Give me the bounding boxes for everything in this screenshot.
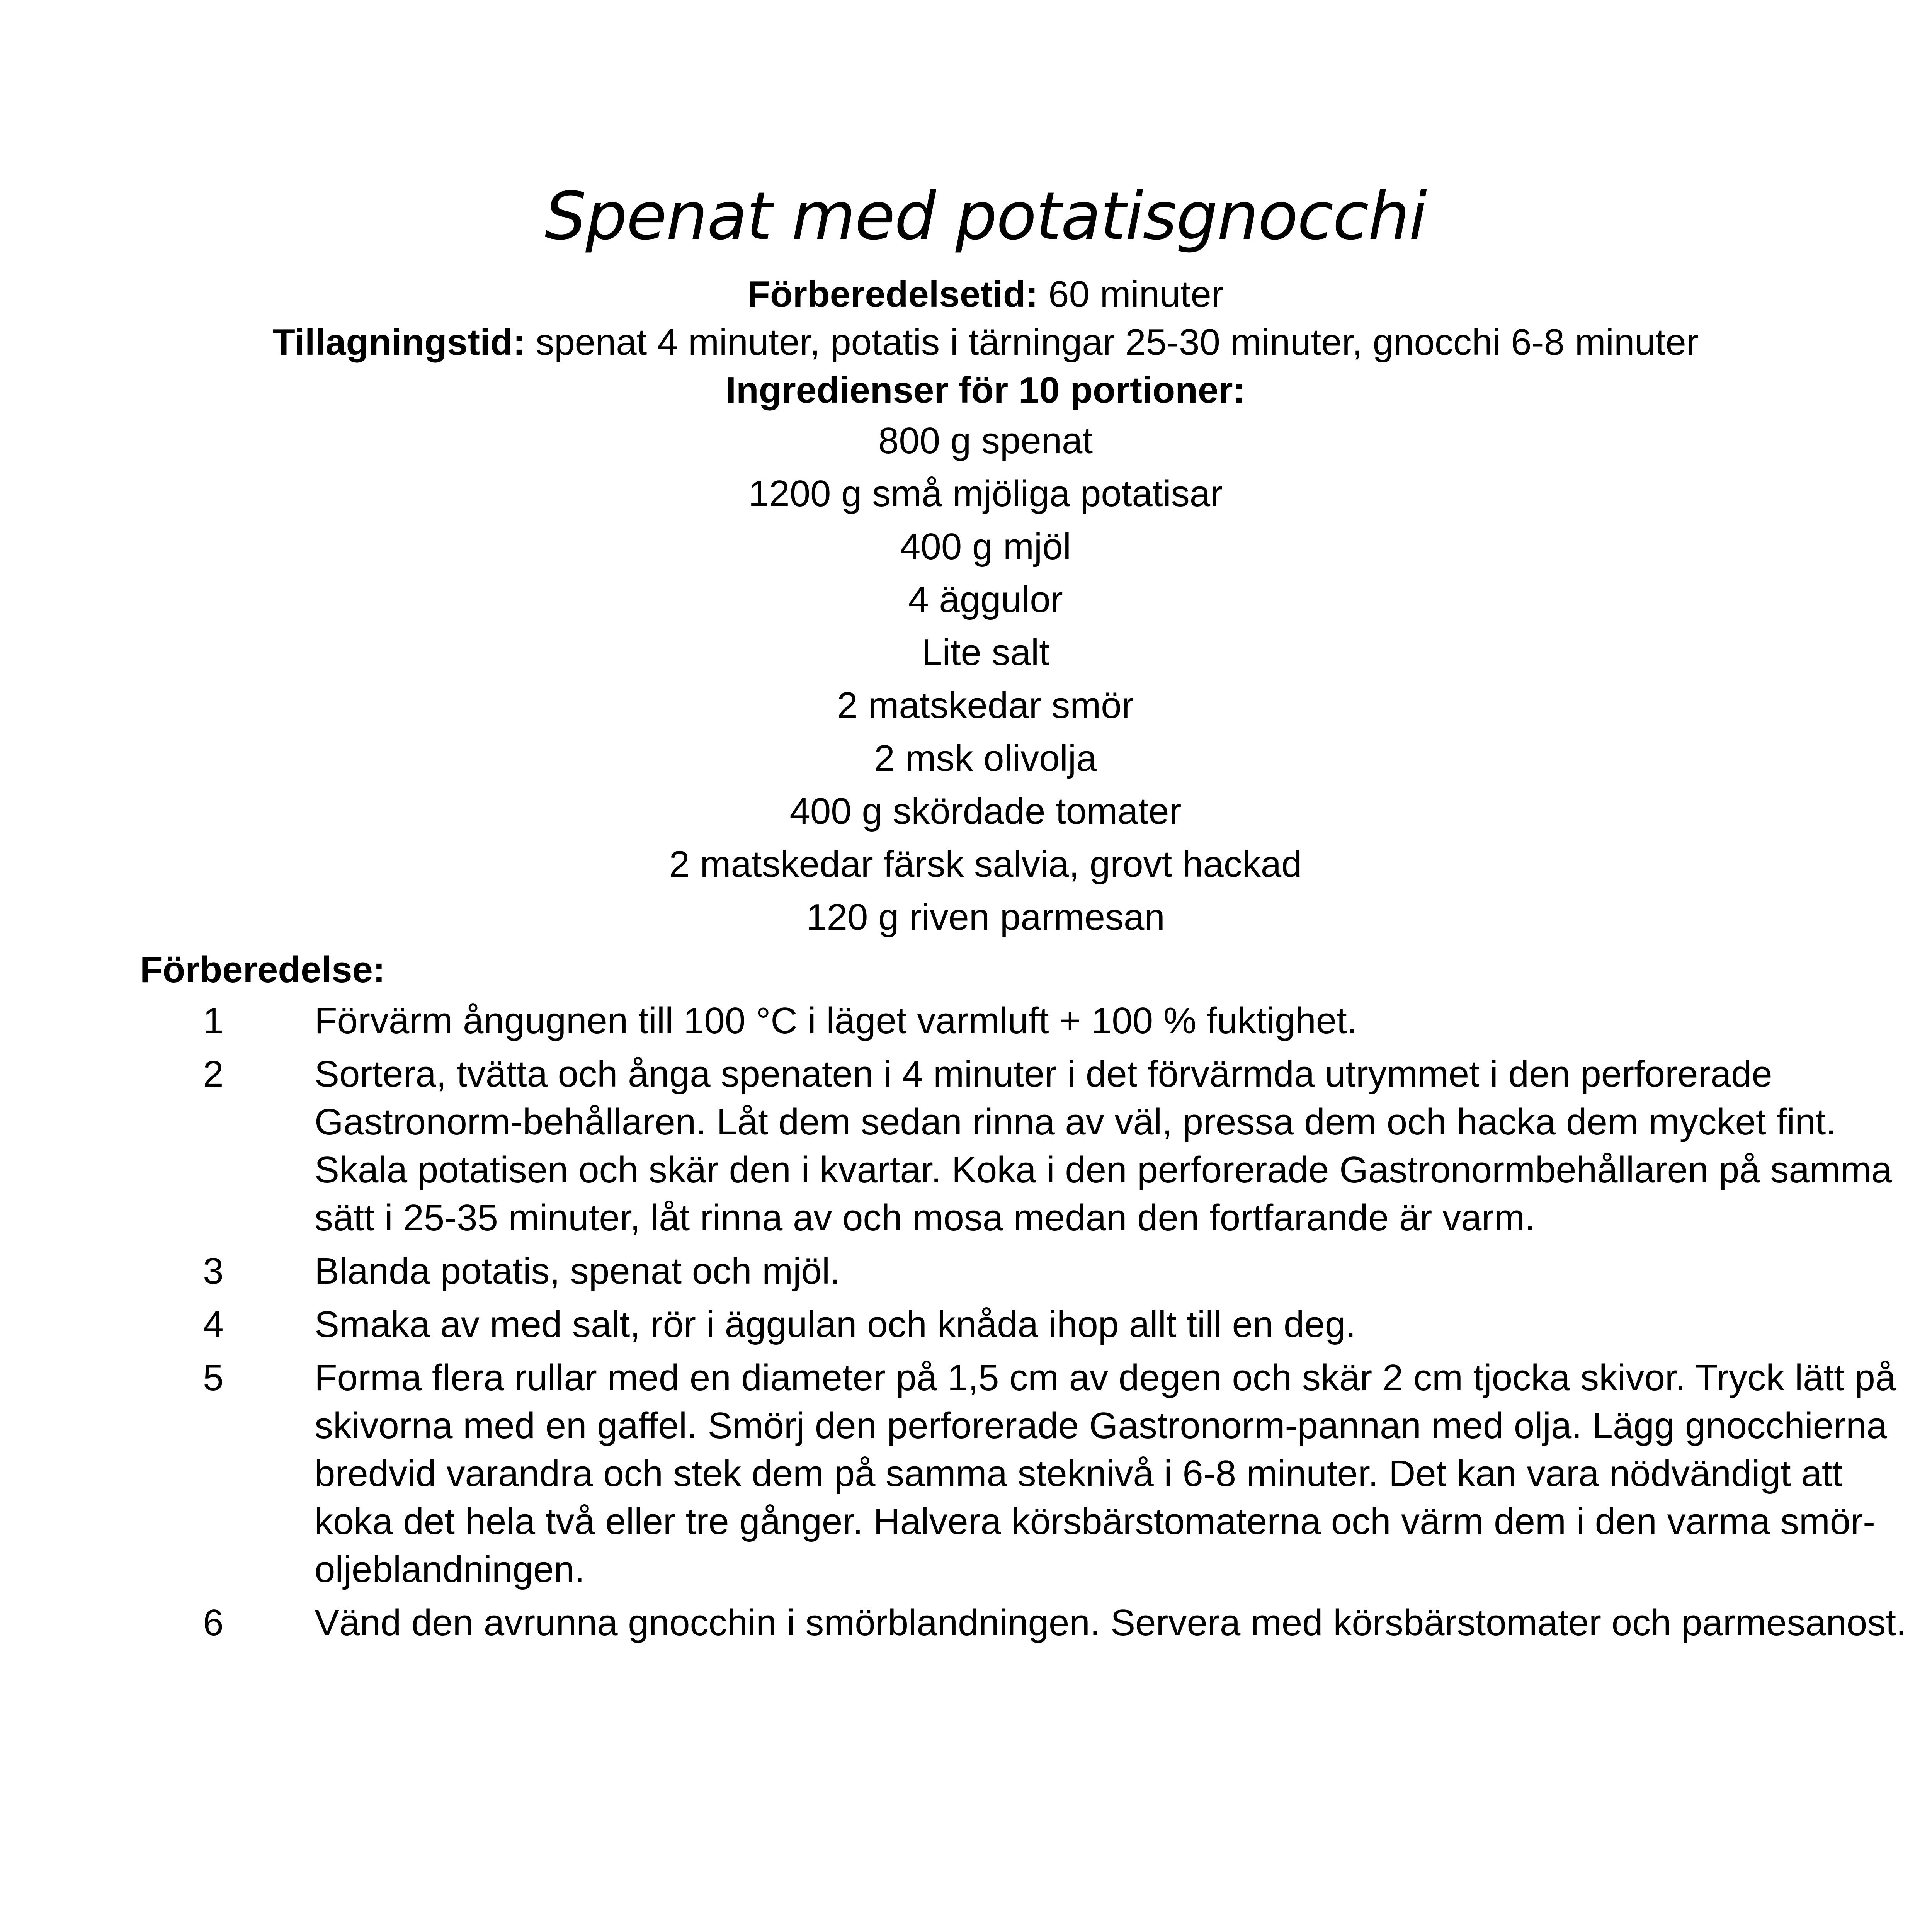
preparation-steps — [140, 997, 1906, 1647]
step-item — [140, 1599, 1906, 1647]
step-number: 6 — [203, 1602, 224, 1643]
ingredient-item: 400 g mjöl — [900, 526, 1071, 567]
step-text: Vänd den avrunna gnocchin i smörblandningen. Servera med körsbärstomater och parmesanost. — [315, 1602, 1906, 1643]
step-text: Sortera, tvätta och ånga spenaten i 4 minuter i det förvärmda utrymmet i den perforerade Gastronorm-behållaren. Låt dem sedan rinna av väl, pressa dem och hacka dem mycket fint. Skala potatisen och skär den i kvartar. Koka i den perforerade Gastronormbehållaren på samma sätt i 25-35 minuter, låt rinna av och mosa medan den fortfarande är varm. — [315, 1053, 1892, 1238]
prep-time-value: 60 minuter — [1038, 274, 1224, 315]
preparation-heading: Förberedelse: — [140, 949, 385, 990]
step-item — [140, 1354, 1896, 1594]
step-item — [140, 1247, 1840, 1295]
prep-time-line — [0, 270, 1932, 318]
prep-time-label: Förberedelsetid: — [747, 274, 1038, 315]
ingredient-item: 400 g skördade tomater — [789, 791, 1182, 832]
ingredient-item: 120 g riven parmesan — [806, 896, 1165, 938]
step-number: 2 — [203, 1053, 224, 1095]
recipe-summary — [0, 270, 1932, 944]
ingredient-item: 800 g spenat — [878, 420, 1093, 461]
ingredient-item: 1200 g små mjöliga potatisar — [748, 473, 1223, 514]
cook-time-value: spenat 4 minuter, potatis i tärningar 25-30 minuter, gnocchi 6-8 minuter — [525, 321, 1699, 363]
step-number: 3 — [203, 1250, 224, 1292]
step-text: Smaka av med salt, rör i äggulan och knåda ihop allt till en deg. — [315, 1304, 1356, 1345]
step-text: Blanda potatis, spenat och mjöl. — [315, 1250, 840, 1292]
cook-time-line — [0, 318, 1932, 366]
step-item — [140, 1050, 1892, 1242]
ingredients-list — [0, 414, 1932, 944]
preparation-section — [140, 946, 1906, 1652]
ingredient-item: 4 äggulor — [908, 579, 1063, 620]
step-number: 4 — [203, 1304, 224, 1345]
step-number: 5 — [203, 1357, 224, 1398]
ingredient-item: 2 matskedar färsk salvia, grovt hackad — [669, 844, 1302, 885]
step-item — [140, 1301, 1840, 1349]
step-text: Forma flera rullar med en diameter på 1,5 cm av degen och skär 2 cm tjocka skivor. Tryck lätt på skivorna med en gaffel. Smörj den perforerade Gastronorm-pannan med olja. Lägg gnocchierna bredvid varandra och stek dem på samma steknivå i 6-8 minuter. Det kan vara nödvändigt att koka det hela två eller tre gånger. Halvera körsbärstomaterna och värm dem i den varma smör-oljeblandningen. — [315, 1357, 1896, 1590]
step-item — [140, 997, 1840, 1045]
recipe-title: Spenat med potatisgnocchi — [544, 178, 1427, 255]
cook-time-label: Tillagningstid: — [272, 321, 526, 363]
ingredients-heading: Ingredienser för 10 portioner: — [726, 369, 1245, 411]
step-text: Förvärm ångugnen till 100 °C i läget varmluft + 100 % fuktighet. — [315, 1000, 1357, 1041]
ingredient-item: 2 matskedar smör — [837, 685, 1134, 726]
ingredient-item: Lite salt — [922, 632, 1049, 673]
step-number: 1 — [203, 1000, 224, 1041]
ingredient-item: 2 msk olivolja — [874, 738, 1097, 779]
